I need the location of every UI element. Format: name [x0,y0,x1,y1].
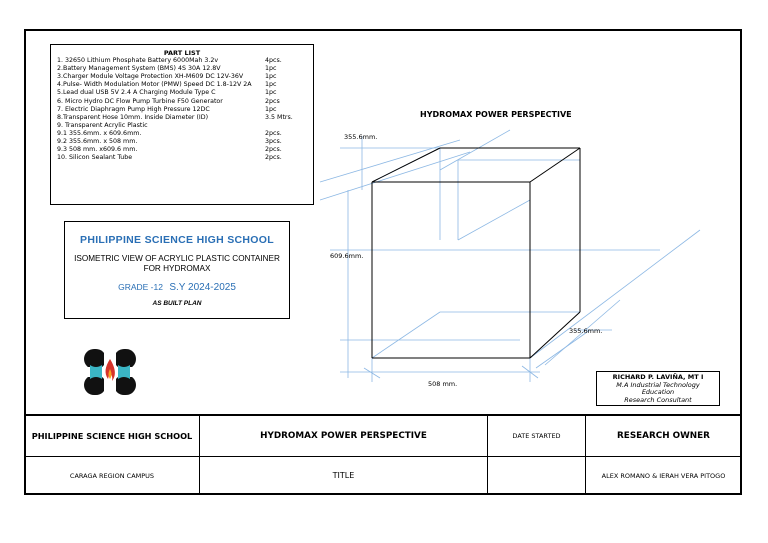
title-block-campus: CARAGA REGION CAMPUS [25,457,200,495]
school-year: S.Y 2024-2025 [169,282,236,293]
title-block-date-value [488,457,586,495]
parts-list-title: PART LIST [163,49,201,57]
title-block-title-label: TITLE [200,457,488,495]
construction-line [458,200,530,240]
part-quantity: 3pcs. [265,138,282,146]
part-quantity: 1pc [265,65,277,73]
consultant-field: Education [641,388,675,397]
title-block [24,414,742,495]
grade-label: GRADE -12 [118,282,163,292]
part-name: 7. Electric Diaphragm Pump High Pressure 12DC [57,105,210,113]
consultant-box [596,371,720,406]
title-block-research-owner: RESEARCH OWNER [586,415,742,457]
dimension-width: 508 mm. [428,380,458,388]
construction-line [536,330,590,368]
school-name: PHILIPPINE SCIENCE HIGH SCHOOL [80,234,274,246]
part-name: 9.3 508 mm. x609.6 mm. [57,146,138,154]
part-quantity: 2pcs. [265,129,282,137]
consultant-degree: M.A Industrial Technology [616,380,700,389]
construction-line [320,140,460,182]
part-name: 9.1 355.6mm. x 609.6mm. [57,129,142,137]
part-quantity: 1pc [265,105,277,113]
part-name: 3.Charger Module Voltage Protection XH-M609 DC 12V-36V [57,73,244,81]
part-quantity: 3.5 Mtrs. [265,113,293,121]
plan-type: AS BUILT PLAN [152,300,202,307]
box-edge [530,148,580,182]
construction-line [372,312,440,358]
part-name: 2.Battery Management System (BMS) 4S 30A 12.8V [57,65,221,73]
part-quantity: 2pcs. [265,154,282,162]
part-name: 9. Transparent Acrylic Plastic [57,121,148,129]
title-block-date-started: DATE STARTED [488,415,586,457]
dimension-depth: 355.6mm. [569,327,603,335]
dimension-height: 609.6mm. [330,252,364,260]
part-quantity: 1pc [265,73,277,81]
consultant-role: Research Consultant [624,395,692,404]
construction-lines [320,130,700,382]
part-name: 10. Silicon Sealant Tube [57,154,133,162]
view-description-line-1: ISOMETRIC VIEW OF ACRYLIC PLASTIC CONTAINER [74,254,280,263]
part-name: 6. Micro Hydro DC Flow Pump Turbine F50 Generator [57,97,223,105]
view-description-line-2: FOR HYDROMAX [143,264,211,273]
construction-line [440,130,510,170]
part-quantity: 1pc [265,89,277,97]
box-edge [530,312,580,358]
part-name: 8.Transparent Hose 10mm. Inside Diameter (ID) [57,113,209,121]
pshs-logo-icon [80,347,140,397]
perspective-title: HYDROMAX POWER PERSPECTIVE [420,110,572,119]
title-block-project: HYDROMAX POWER PERSPECTIVE [200,415,488,457]
part-quantity: 2pcs. [265,146,282,154]
title-block-owners: ALEX ROMANO & IERAH VERA PITOGO [586,457,742,495]
title-block-school: PHILIPPINE SCIENCE HIGH SCHOOL [25,415,200,457]
consultant-name: RICHARD P. LAVIÑA, MT I [612,373,704,381]
part-quantity: 4pcs. [265,57,282,65]
container-box [372,148,580,358]
part-name: 9.2 355.6mm. x 508 mm. [57,138,138,146]
part-name: 1. 32650 Lithium Phosphate Battery 6000Mah 3.2v [57,57,219,65]
part-quantity: 1pc [265,81,277,89]
part-quantity: 2pcs [265,97,280,105]
part-name: 5.Lead dual USB 5V 2.4 A Charging Module Type C [57,89,216,97]
part-name: 4.Pulse- Width Modulation Motor (PMW) Speed DC 1.8-12V 2A [57,81,252,89]
dimension-top: 355.6mm. [344,133,378,141]
construction-line [530,230,700,358]
